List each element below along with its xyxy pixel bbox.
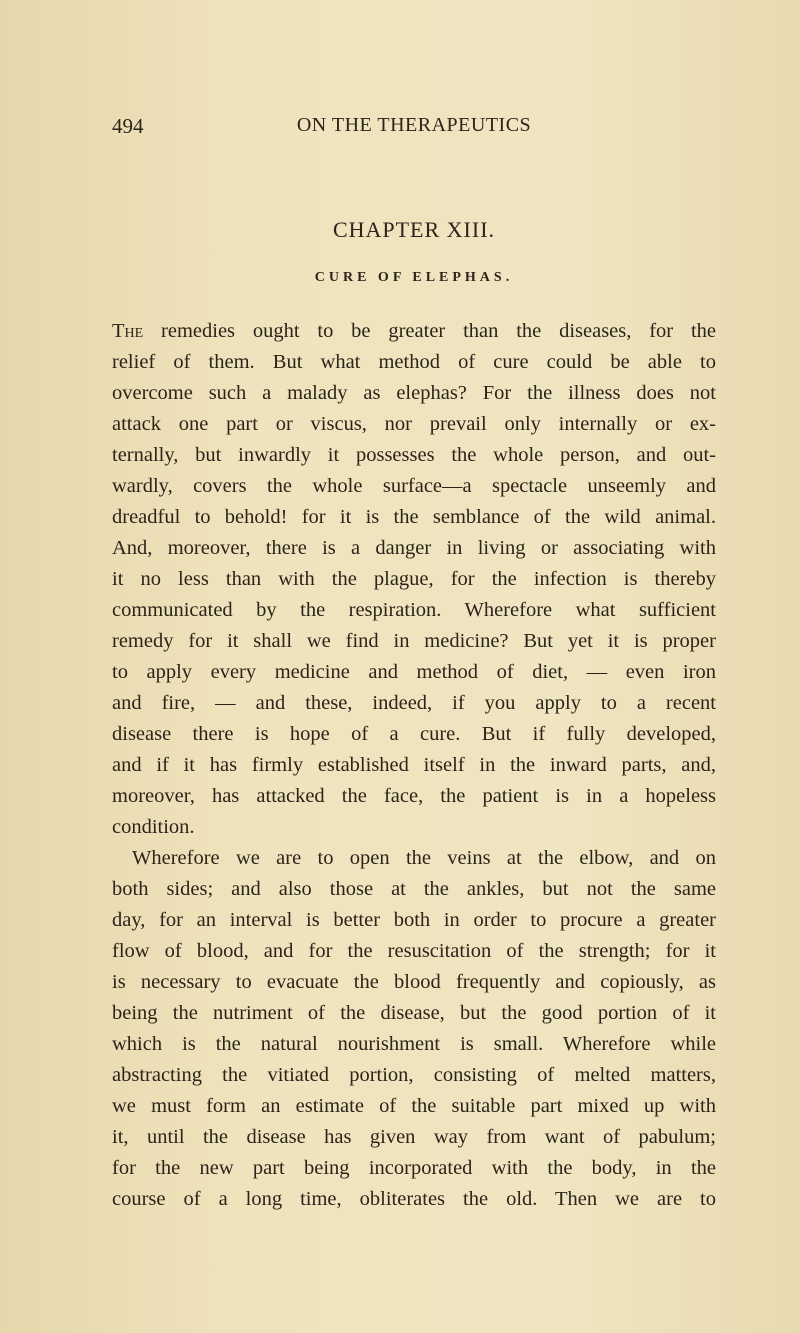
text-line: and fire, — and these, indeed, if you apply to a recent xyxy=(112,692,716,714)
text-line: which is the natural nourishment is small. Wherefore while xyxy=(112,1033,716,1055)
text-line: is necessary to evacuate the blood frequently and copiously, as xyxy=(112,971,716,993)
text-line: overcome such a malady as elephas? For the illness does not xyxy=(112,382,716,404)
text-line: flow of blood, and for the resuscitation of the strength; for it xyxy=(112,940,716,962)
text-line: Wherefore we are to open the veins at the elbow, and on xyxy=(132,847,716,869)
text-line: it no less than with the plague, for the infection is thereby xyxy=(112,568,716,590)
line-text: remedies ought to be greater than the diseases, for the xyxy=(161,320,717,342)
text-line: condition. xyxy=(112,816,195,838)
text-line: moreover, has attacked the face, the patient is in a hopeless xyxy=(112,785,716,807)
text-line: attack one part or viscus, nor prevail only internally or ex- xyxy=(112,413,716,435)
chapter-title: CHAPTER XIII. xyxy=(332,217,496,242)
text-line: both sides; and also those at the ankles, but not the same xyxy=(112,878,716,900)
text-line: we must form an estimate of the suitable part mixed up with xyxy=(112,1095,716,1117)
text-line: day, for an interval is better both in order to procure a greater xyxy=(112,909,716,931)
text-line: course of a long time, obliterates the old. Then we are to xyxy=(112,1188,716,1210)
text-line: abstracting the vitiated portion, consisting of melted matters, xyxy=(112,1064,716,1086)
chapter-subtitle: CURE OF ELEPHAS. xyxy=(314,270,514,285)
page-number: 494 xyxy=(112,114,144,138)
text-line: relief of them. But what method of cure could be able to xyxy=(112,351,716,373)
text-line: dreadful to behold! for it is the semblance of the wild animal. xyxy=(112,506,716,528)
text-line: and if it has firmly established itself in the inward parts, and, xyxy=(112,754,716,776)
text-line xyxy=(112,317,716,345)
running-title: ON THE THERAPEUTICS xyxy=(296,114,532,136)
text-line: remedy for it shall we find in medicine? But yet it is proper xyxy=(112,630,716,652)
text-line: wardly, covers the whole surface—a spectacle unseemly and xyxy=(112,475,716,497)
text-line: it, until the disease has given way from want of pabulum; xyxy=(112,1126,716,1148)
text-line: to apply every medicine and method of diet, — even iron xyxy=(112,661,716,683)
text-line: ternally, but inwardly it possesses the whole person, and out- xyxy=(112,444,716,466)
running-head xyxy=(112,114,716,142)
first-word: The xyxy=(112,320,144,342)
text-line: being the nutriment of the disease, but the good portion of it xyxy=(112,1002,716,1024)
text-line: disease there is hope of a cure. But if fully developed, xyxy=(112,723,716,745)
text-line: communicated by the respiration. Wherefore what sufficient xyxy=(112,599,716,621)
text-line: And, moreover, there is a danger in living or associating with xyxy=(112,537,716,559)
text-line: for the new part being incorporated with the body, in the xyxy=(112,1157,716,1179)
